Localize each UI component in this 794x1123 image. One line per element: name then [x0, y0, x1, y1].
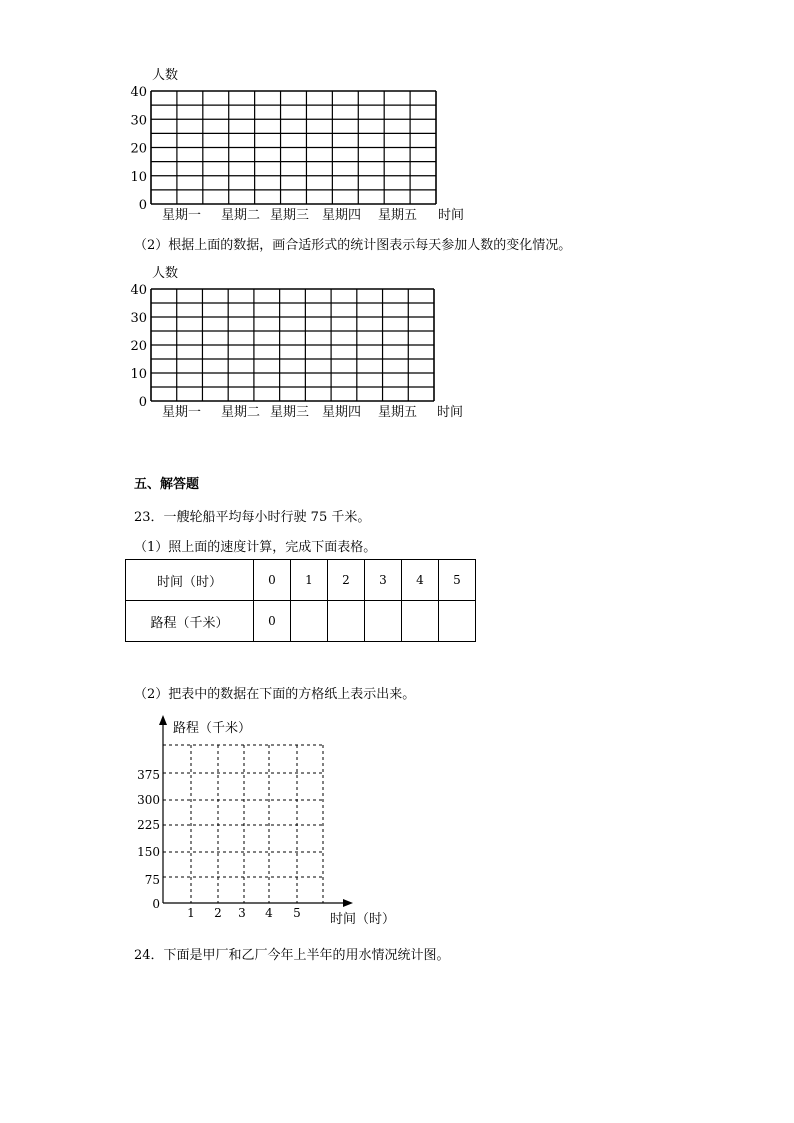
y-tick-label: 20: [130, 339, 147, 354]
table-cell: 4: [402, 560, 439, 601]
x-tick-label: 4: [265, 906, 273, 920]
table-cell: 5: [439, 560, 476, 601]
y-tick-label: 75: [144, 873, 160, 887]
x-tick-label: 3: [238, 906, 246, 920]
table-cell: 1: [291, 560, 328, 601]
grid1-ylabel: 人数: [152, 68, 179, 83]
x-day-label: 星期二: [221, 405, 261, 420]
x-day-label: 星期三: [270, 405, 310, 420]
x-day-label: 星期五: [378, 405, 418, 420]
table-cell: 0: [254, 601, 291, 642]
y-axis-arrow: [159, 715, 167, 725]
x-day-label: 星期一: [162, 405, 202, 420]
table-cell: 2: [328, 560, 365, 601]
question-23-stem: 23．一艘轮船平均每小时行驶 75 千米。: [134, 510, 371, 525]
y-tick-label: 40: [130, 85, 147, 100]
x-tick-label: 2: [214, 906, 222, 920]
x-tick-label: 5: [293, 906, 301, 920]
x-day-label: 星期二: [221, 208, 261, 223]
y-tick-label: 10: [130, 367, 147, 382]
table-header-time: 时间（时）: [126, 560, 254, 601]
x-axis-label: 时间: [437, 405, 464, 420]
y-tick-label: 30: [130, 311, 147, 326]
x-day-label: 星期一: [162, 208, 202, 223]
question-23-part1: （1）照上面的速度计算，完成下面表格。: [134, 540, 377, 555]
table-cell: 0: [254, 560, 291, 601]
y-tick-label: 30: [130, 113, 147, 129]
y-tick-label: 150: [137, 845, 160, 859]
y-tick-label: 0: [152, 897, 160, 911]
x-tick-label: 1: [187, 906, 195, 920]
table-header-distance: 路程（千米）: [126, 601, 254, 642]
y-tick-label: 300: [137, 793, 160, 807]
x-day-label: 星期四: [322, 208, 362, 223]
y-tick-label: 375: [137, 768, 160, 782]
x-axis-arrow: [343, 899, 353, 907]
grid2-ylabel: 人数: [152, 266, 179, 281]
section-title: 五、解答题: [134, 477, 200, 492]
y-tick-label: 225: [137, 818, 160, 832]
table-cell: 3: [365, 560, 402, 601]
y-tick-label: 0: [138, 198, 147, 213]
y-tick-label: 10: [130, 169, 147, 185]
question-24-stem: 24．下面是甲厂和乙厂今年上半年的用水情况统计图。: [134, 948, 450, 963]
x-day-label: 星期五: [378, 208, 418, 223]
question-22-part2: （2）根据上面的数据，画合适形式的统计图表示每天参加人数的变化情况。: [134, 238, 572, 253]
y-tick-label: 0: [138, 395, 147, 410]
x-axis-label: 时间: [438, 208, 465, 223]
x-axis-label: 时间（时）: [330, 912, 396, 927]
y-tick-label: 40: [130, 283, 147, 298]
y-tick-label: 20: [130, 141, 147, 157]
question-23-part2: （2）把表中的数据在下面的方格纸上表示出来。: [134, 687, 416, 702]
x-day-label: 星期四: [322, 405, 362, 420]
x-day-label: 星期三: [270, 208, 310, 223]
y-axis-label: 路程（千米）: [173, 721, 252, 736]
